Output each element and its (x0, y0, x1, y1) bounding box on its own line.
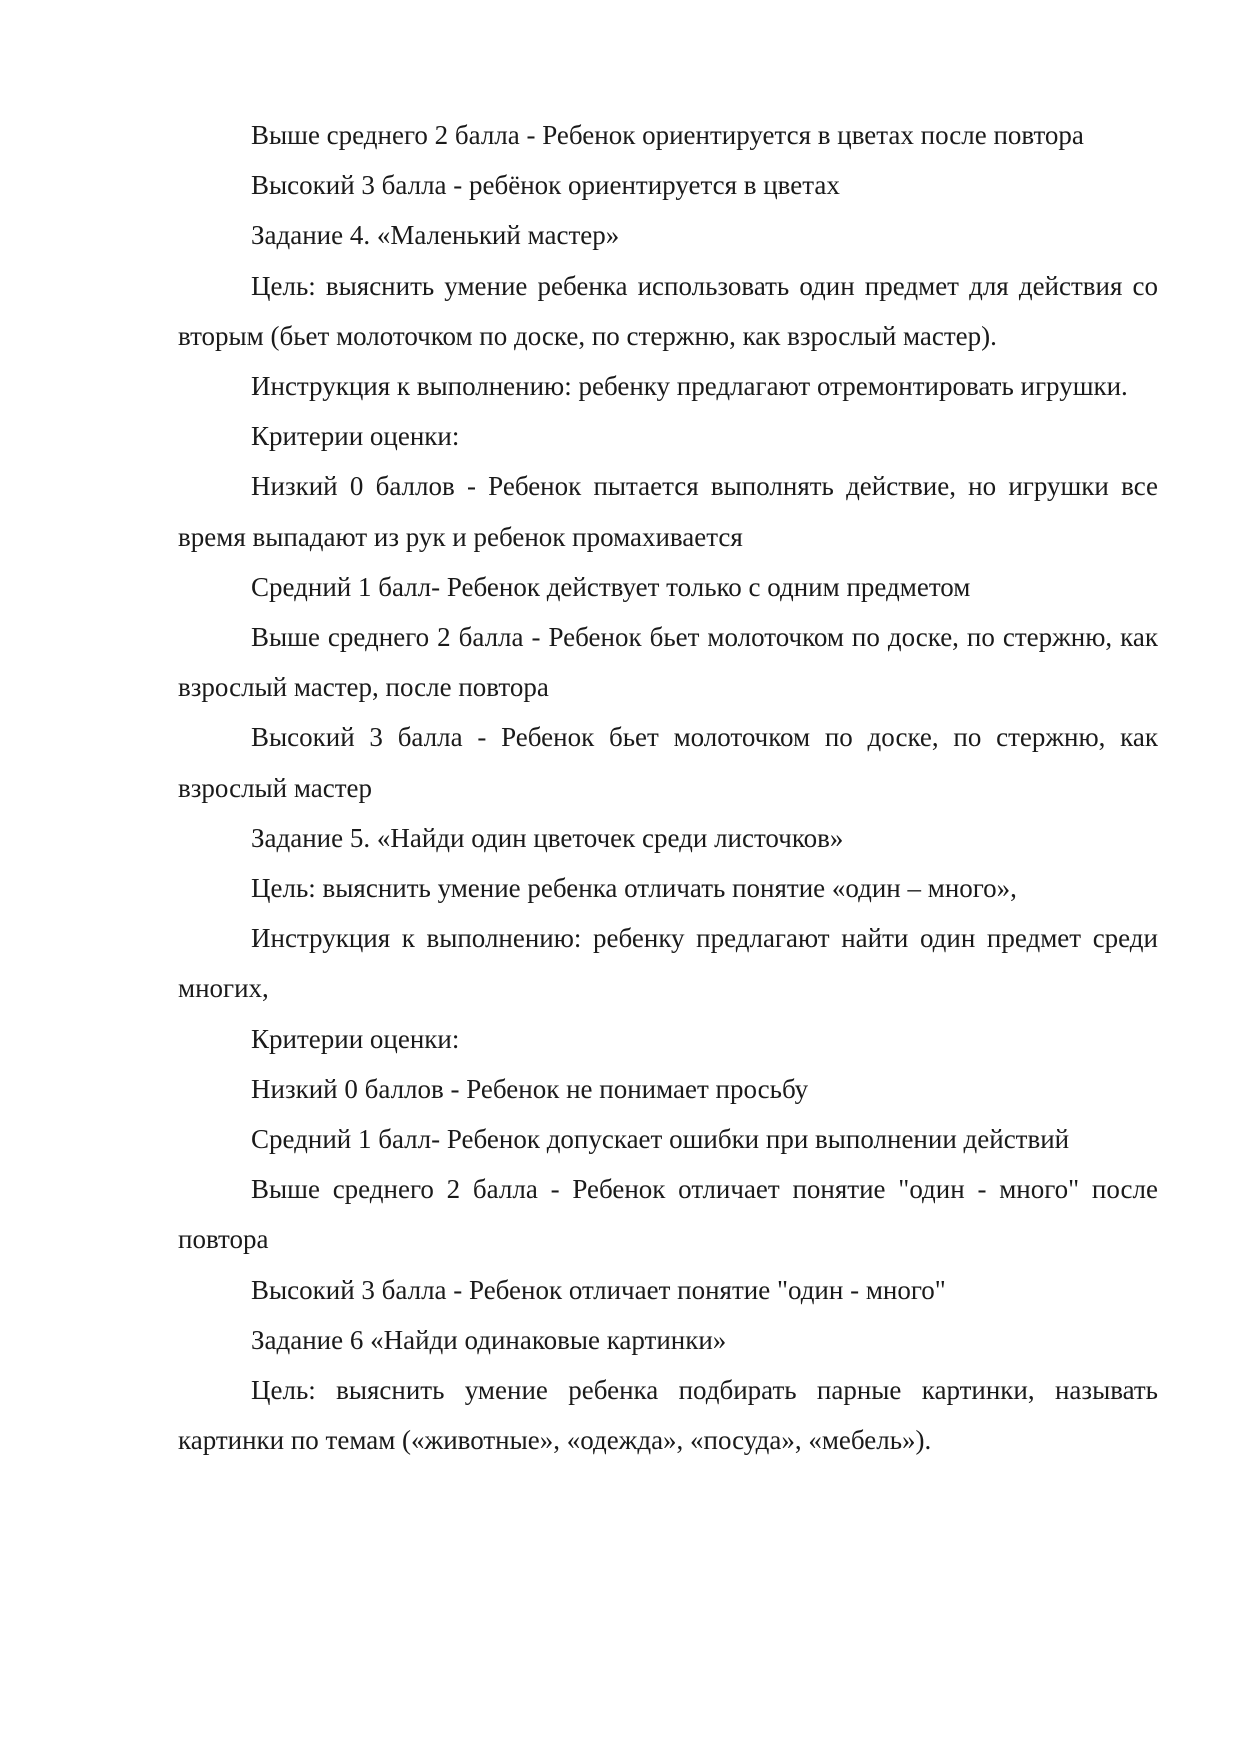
task-5-criteria-high: Высокий 3 балла - Ребенок отличает понятие "один - много" (251, 1274, 946, 1305)
task-5-criteria-medium: Средний 1 балл- Ребенок допускает ошибки при выполнении действий (251, 1124, 1070, 1155)
document-page (178, 110, 1158, 1465)
task-4-criteria-medium: Средний 1 балл- Ребенок действует только с одним предметом (251, 571, 971, 602)
task-4-criteria-heading: Критерии оценки: (251, 421, 460, 452)
paragraph-above-average-colors: Выше среднего 2 балла - Ребенок ориентируется в цветах после повтора (251, 120, 1084, 150)
task-5-criteria-above-average: Выше среднего 2 балла - Ребенок отличает понятие "один - много" после повтора (178, 1174, 1158, 1255)
task-6-heading: Задание 6 «Найди одинаковые картинки» (251, 1324, 727, 1355)
task-5-criteria-low: Низкий 0 баллов - Ребенок не понимает просьбу (251, 1073, 809, 1104)
task-4-goal: Цель: выяснить умение ребенка использовать один предмет для действия со вторым (бьет молоточком по доске, по стержню, как взрослый мастер). (178, 270, 1158, 351)
task-5-criteria-heading: Критерии оценки: (251, 1023, 460, 1054)
task-6-goal: Цель: выяснить умение ребенка подбирать парные картинки, называть картинки по темам («животные», «одежда», «посуда», «мебель»). (178, 1375, 1158, 1456)
task-4-criteria-above-average: Выше среднего 2 балла - Ребенок бьет молоточком по доске, по стержню, как взрослый мастер, после повтора (178, 622, 1158, 703)
task-5-heading: Задание 5. «Найди один цветочек среди листочков» (251, 822, 844, 853)
task-4-criteria-high: Высокий 3 балла - Ребенок бьет молоточком по доске, по стержню, как взрослый мастер (178, 722, 1158, 803)
task-5-instruction: Инструкция к выполнению: ребенку предлагают найти один предмет среди многих, (178, 923, 1158, 1004)
task-5-goal: Цель: выяснить умение ребенка отличать понятие «один – много», (251, 873, 1017, 904)
task-4-heading: Задание 4. «Маленький мастер» (251, 220, 620, 251)
paragraph-high-colors: Высокий 3 балла - ребёнок ориентируется в цветах (251, 170, 840, 201)
task-4-instruction: Инструкция к выполнению: ребенку предлагают отремонтировать игрушки. (251, 371, 1128, 402)
task-4-criteria-low: Низкий 0 баллов - Ребенок пытается выполнять действие, но игрушки все время выпадают из рук и ребенок промахивается (178, 471, 1158, 552)
